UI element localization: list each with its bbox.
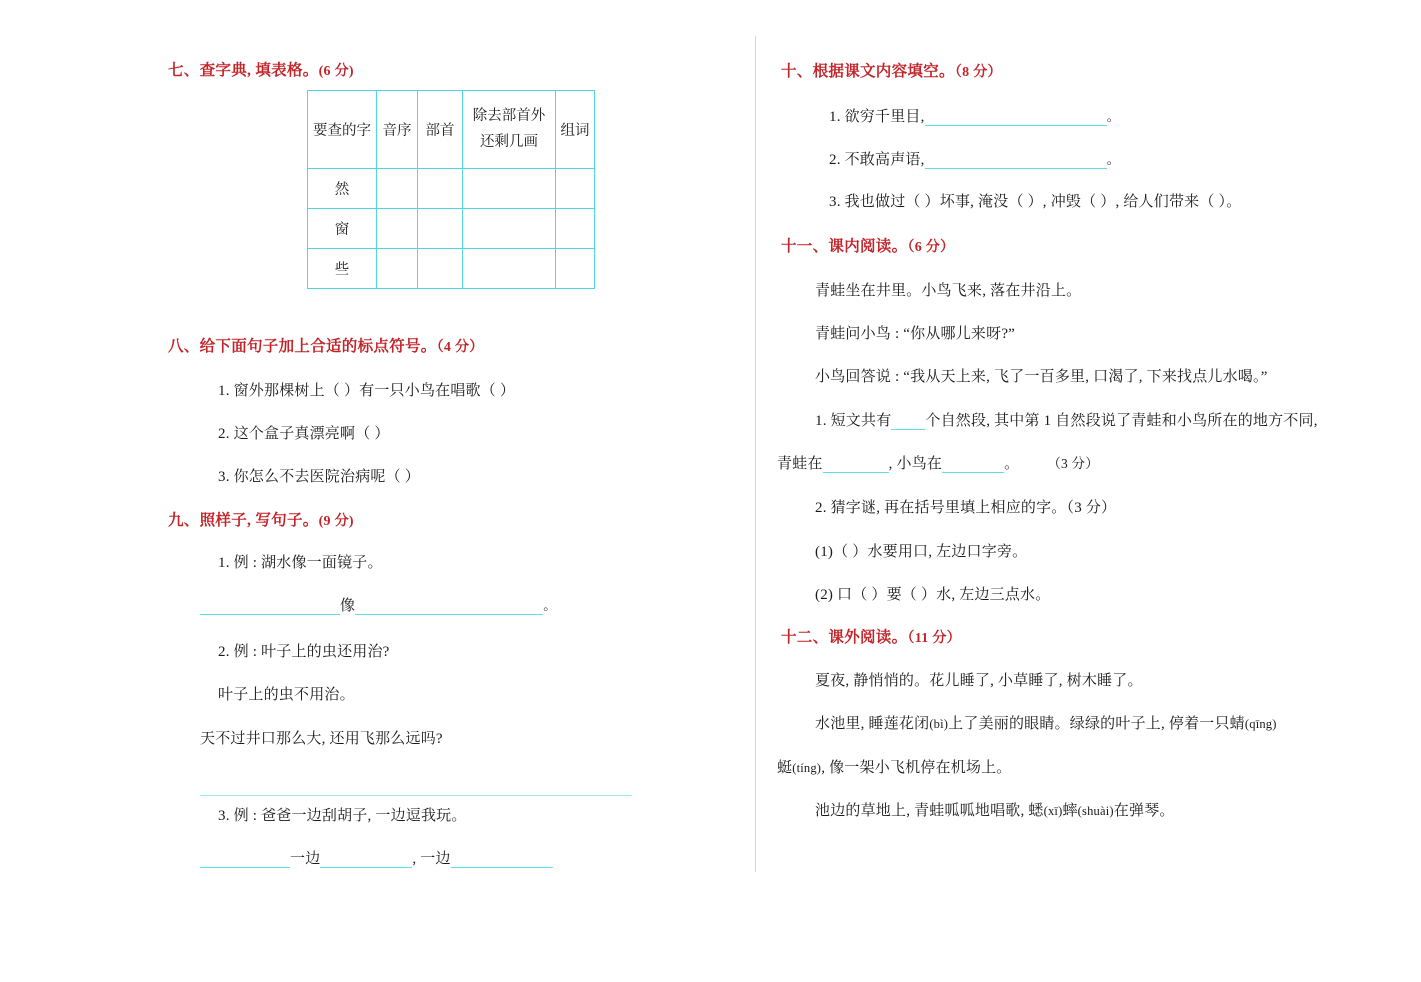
section-9-item2-blank[interactable] [200, 778, 632, 796]
section-8-heading [168, 334, 484, 356]
section-11-q1-period: 。 [1004, 456, 1020, 472]
section-10-item1-period: 。 [1106, 109, 1121, 124]
table-header-strokes-line2: 还剩几画 [480, 134, 538, 150]
table-cell-yinxu[interactable] [377, 169, 418, 209]
section-11-q1-part-1: 1. 短文共有 [815, 413, 892, 429]
section-9-item2-example: 2. 例 : 叶子上的虫还用治? [218, 644, 390, 660]
section-10-item1-blank[interactable] [925, 109, 1107, 126]
section-9-score: (9 分) [318, 514, 354, 529]
table-cell-char: 窗 [308, 209, 377, 249]
section-9-item3-blank-c[interactable] [451, 851, 553, 868]
table-header-strokes-line1: 除去部首外 [472, 108, 546, 125]
dictionary-table [307, 90, 595, 289]
section-12-p3-pinyin-shuai: (shuài) [1077, 804, 1114, 818]
section-9-item3-word-1: 一边 [290, 851, 321, 867]
section-10-item-2 [829, 148, 1120, 169]
section-12-p2-text-c: 蜓 [777, 760, 793, 776]
section-11-q1-line-2 [777, 452, 1099, 473]
section-11-passage-line-3: 小鸟回答说 : “我从天上来, 飞了一百多里, 口渴了, 下来找点儿水喝。” [815, 369, 1268, 385]
section-11-q1-bird-label: , 小鸟在 [888, 456, 943, 472]
section-10-score: （8 分） [954, 65, 1002, 80]
section-12-paragraph-2-line-2 [777, 756, 1012, 777]
section-11-q1-score: （3 分） [1047, 456, 1099, 471]
column-divider [755, 36, 756, 872]
section-10-heading [781, 59, 1002, 81]
table-cell-zuci[interactable] [556, 209, 595, 249]
section-9-item3-blank-a[interactable] [200, 851, 290, 868]
section-8-title: 八、给下面句子加上合适的标点符号。 [168, 338, 437, 355]
table-header-yinxu: 音序 [377, 91, 418, 169]
table-cell-char: 然 [308, 169, 377, 209]
table-cell-char: 些 [308, 249, 377, 289]
section-11-q2-item-1: (1)（ ）水要用口, 左边口字旁。 [815, 544, 1028, 560]
table-header-char: 要查的字 [308, 91, 377, 169]
section-8-item-1: 1. 窗外那棵树上（ ）有一只小鸟在唱歌（ ） [218, 383, 516, 399]
section-9-item1-like-word: 像 [340, 598, 356, 614]
section-11-q1-part-2: 个自然段, 其中第 1 自然段说了青蛙和小鸟所在的地方不同, [925, 413, 1318, 429]
section-11-title: 十一、课内阅读。 [781, 238, 908, 255]
section-11-q2-item-2: (2) 口（ ）要（ ）水, 左边三点水。 [815, 587, 1051, 603]
section-12-score: （11 分） [907, 631, 961, 646]
section-11-score: （6 分） [907, 240, 955, 255]
section-10-item-1 [829, 105, 1120, 126]
section-10-item2-text: 2. 不敢高声语, [829, 152, 925, 168]
section-11-passage-line-2: 青蛙问小鸟 : “你从哪儿来呀?” [815, 326, 1016, 342]
section-12-p3-text-c: 在弹琴。 [1113, 803, 1175, 819]
table-row [308, 209, 595, 249]
section-9-item1-blank-b[interactable] [355, 598, 543, 615]
table-cell-strokes[interactable] [463, 169, 556, 209]
table-cell-yinxu[interactable] [377, 249, 418, 289]
table-header-row [308, 91, 595, 169]
section-9-item1-period: 。 [543, 598, 557, 613]
table-cell-bushou[interactable] [418, 169, 463, 209]
table-cell-bushou[interactable] [418, 209, 463, 249]
section-9-item2-question: 天不过井口那么大, 还用飞那么远吗? [200, 731, 443, 747]
table-header-zuci: 组词 [556, 91, 595, 169]
section-11-q1-blank-bird[interactable] [942, 456, 1004, 473]
table-header-bushou: 部首 [418, 91, 463, 169]
section-10-item2-period: 。 [1106, 152, 1121, 167]
section-9-title: 九、照样子, 写句子。 [168, 512, 319, 529]
section-11-q1-line-1 [815, 409, 1318, 430]
section-7-score: (6 分) [318, 64, 354, 79]
section-10-item-3: 3. 我也做过（ ）坏事, 淹没（ ）, 冲毁（ ）, 给人们带来（ ）。 [829, 194, 1242, 210]
section-9-item3-answer-row [200, 847, 553, 868]
section-10-title: 十、根据课文内容填空。 [781, 63, 955, 80]
section-12-p2-pinyin-bi: (bì) [929, 717, 949, 731]
section-11-q1-frog-label: 青蛙在 [777, 456, 823, 472]
section-9-item1-answer-row [200, 594, 557, 615]
section-12-p2-text-d: , 像一架小飞机停在机场上。 [821, 760, 1012, 776]
table-row [308, 169, 595, 209]
table-row [308, 249, 595, 289]
table-cell-yinxu[interactable] [377, 209, 418, 249]
section-7-heading [168, 58, 354, 80]
section-9-item3-example: 3. 例 : 爸爸一边刮胡子, 一边逗我玩。 [218, 808, 467, 824]
section-9-item2-answer-line[interactable] [200, 778, 632, 796]
section-12-p3-pinyin-xi: (xī) [1043, 804, 1063, 818]
section-12-p2-pinyin-qing: (qīng) [1244, 717, 1277, 731]
section-9-item1-blank-a[interactable] [200, 598, 340, 615]
table-cell-strokes[interactable] [463, 209, 556, 249]
section-12-p2-text-b: 上了美丽的眼睛。绿绿的叶子上, 停着一只蜻 [948, 716, 1245, 732]
section-12-p3-text-b: 蟀 [1062, 803, 1078, 819]
section-10-item1-text: 1. 欲穷千里目, [829, 109, 925, 125]
section-9-item2-answer: 叶子上的虫不用治。 [218, 687, 355, 703]
table-cell-strokes[interactable] [463, 249, 556, 289]
section-12-title: 十二、课外阅读。 [781, 629, 908, 646]
section-10-item2-blank[interactable] [925, 152, 1107, 169]
section-8-item-3: 3. 你怎么不去医院治病呢（ ） [218, 469, 420, 485]
section-12-heading [781, 625, 961, 647]
section-12-paragraph-2-line-1 [815, 712, 1277, 733]
section-12-p2-pinyin-ting: (tíng) [792, 761, 822, 775]
section-11-heading [781, 234, 954, 256]
section-9-item3-word-2: , 一边 [412, 851, 451, 867]
section-12-p2-text-a: 水池里, 睡莲花闭 [815, 716, 930, 732]
section-12-paragraph-1: 夏夜, 静悄悄的。花儿睡了, 小草睡了, 树木睡了。 [815, 673, 1143, 689]
section-11-q1-blank-frog[interactable] [823, 456, 889, 473]
section-9-item3-blank-b[interactable] [320, 851, 412, 868]
section-11-q2: 2. 猜字谜, 再在括号里填上相应的字。（3 分） [815, 500, 1117, 516]
table-header-strokes [463, 91, 556, 169]
section-12-paragraph-3 [815, 799, 1175, 820]
table-cell-bushou[interactable] [418, 249, 463, 289]
section-11-q1-blank-count[interactable] [891, 413, 925, 430]
section-9-heading [168, 508, 354, 530]
table-cell-zuci[interactable] [556, 249, 595, 289]
section-8-score: （4 分） [436, 340, 484, 355]
section-9-item1-example: 1. 例 : 湖水像一面镜子。 [218, 555, 383, 571]
section-7-title: 七、查字典, 填表格。 [168, 62, 319, 79]
section-11-passage-line-1: 青蛙坐在井里。小鸟飞来, 落在井沿上。 [815, 283, 1082, 299]
table-cell-zuci[interactable] [556, 169, 595, 209]
section-12-p3-text-a: 池边的草地上, 青蛙呱呱地唱歌, 蟋 [815, 803, 1044, 819]
section-8-item-2: 2. 这个盒子真漂亮啊（ ） [218, 426, 390, 442]
